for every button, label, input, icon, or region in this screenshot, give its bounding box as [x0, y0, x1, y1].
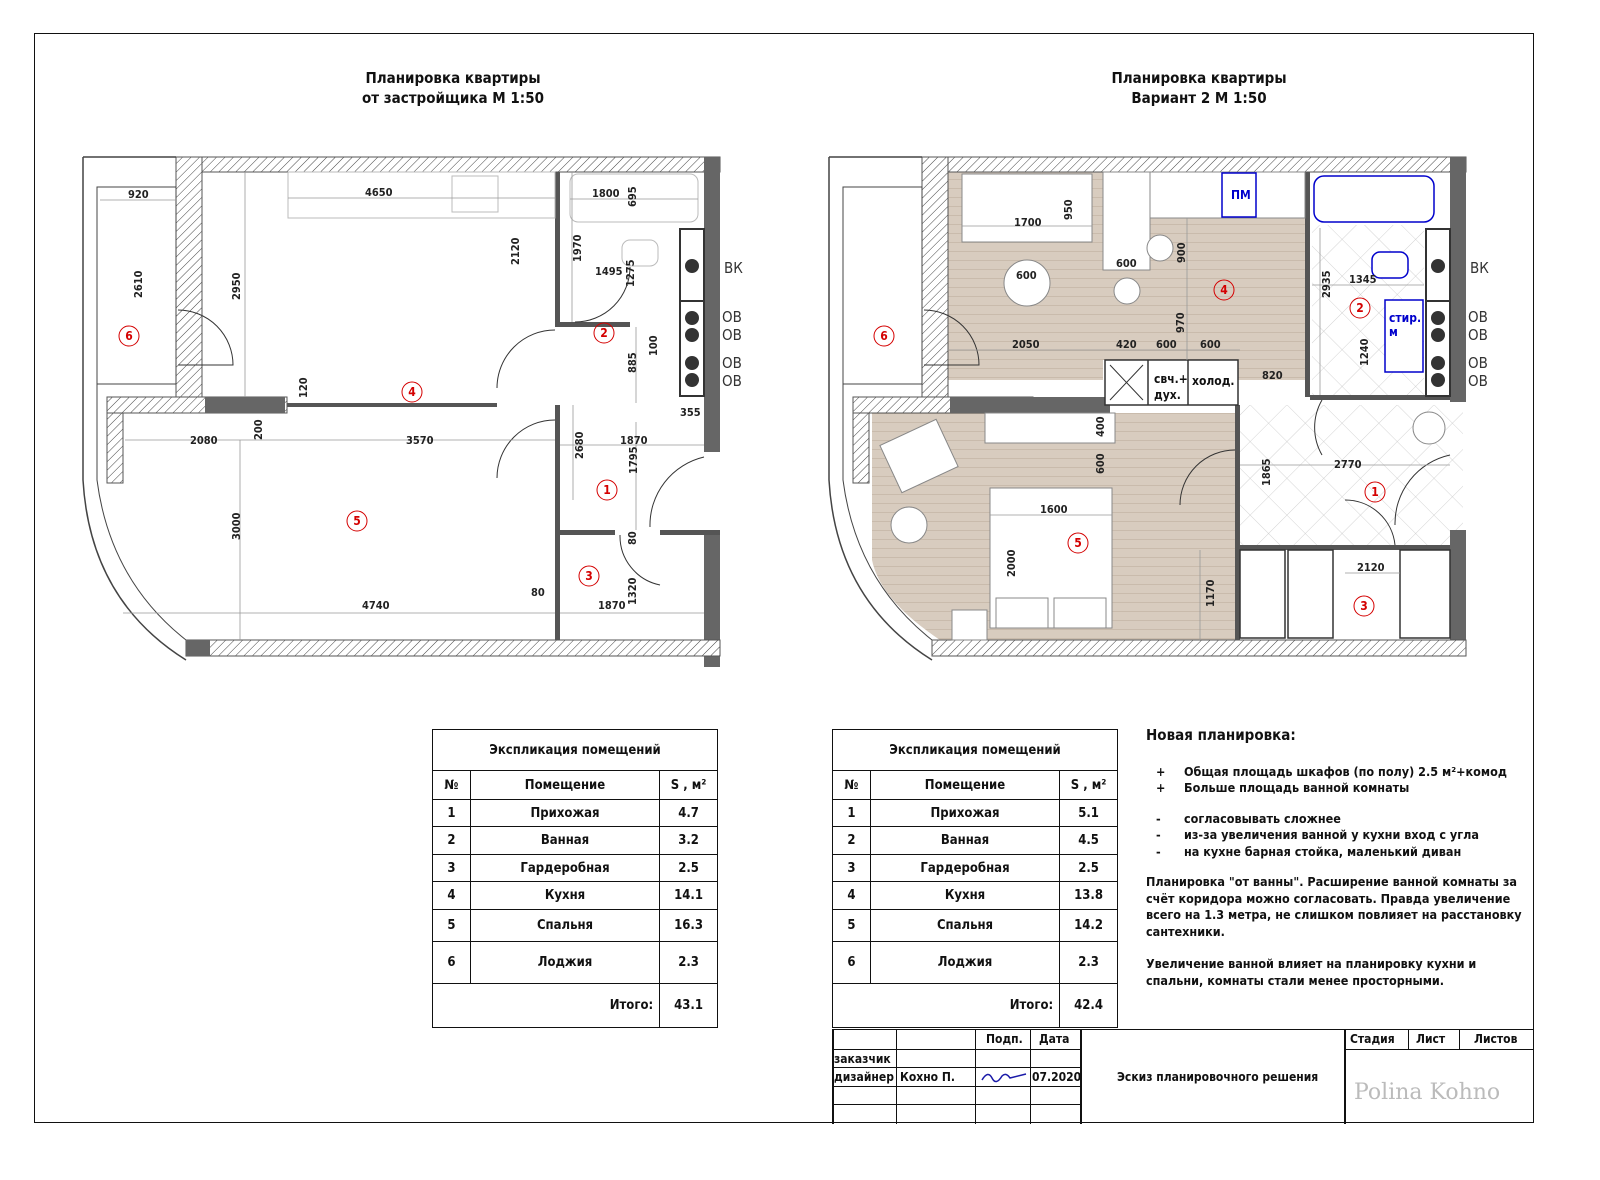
- dim-label: 600: [1016, 269, 1037, 282]
- riser-label: ОВ: [1468, 308, 1488, 326]
- left-shaft-ov-pipe-3: [685, 356, 699, 370]
- table-caption: Экспликация помещений: [433, 730, 718, 771]
- stamp-customer: заказчик: [834, 1052, 891, 1066]
- table-total-row: [433, 984, 718, 1028]
- table-row: [433, 942, 718, 984]
- dim-label: 1800: [592, 187, 620, 200]
- room-name: Гардеробная: [470, 855, 659, 882]
- minus-mark: -: [1156, 810, 1161, 826]
- room-name: Лоджия: [470, 942, 659, 984]
- room-no: 3: [433, 855, 471, 882]
- left-riser-labels: [722, 259, 743, 390]
- riser-label: ОВ: [722, 308, 742, 326]
- left-wall-loggia: [176, 157, 202, 397]
- room-area: 2.3: [660, 942, 718, 984]
- dim-label: 600: [1200, 338, 1221, 351]
- list-item: [1146, 811, 1526, 828]
- left-wall-top: [176, 157, 720, 172]
- room-name: Лоджия: [870, 942, 1059, 984]
- room-name: Спальня: [870, 910, 1059, 942]
- left-shaft-vk-pipe: [685, 259, 699, 273]
- room-no: 1: [433, 800, 471, 827]
- list-item: [1146, 844, 1526, 861]
- room-number: 5: [353, 514, 361, 528]
- dim-label: 1240: [1358, 338, 1371, 366]
- right-shaft-vk-pipe: [1431, 259, 1445, 273]
- dim-label: 900: [1175, 242, 1188, 263]
- col-room-header: Помещение: [470, 771, 659, 800]
- right-wall-loggia: [922, 157, 948, 397]
- plus-mark: +: [1156, 780, 1166, 795]
- dim-label: 1275: [624, 259, 637, 287]
- riser-label: ОВ: [1468, 372, 1488, 390]
- right-partition-bath: [1305, 172, 1310, 397]
- dim-label: 950: [1062, 199, 1075, 220]
- total-label: Итого:: [433, 984, 660, 1028]
- dim-label: 920: [128, 188, 149, 201]
- pro-text: Больше площадь ванной комнаты: [1184, 780, 1410, 795]
- right-wall-bottom: [932, 640, 1466, 656]
- room-number: 3: [585, 569, 593, 583]
- table-row: [833, 942, 1118, 984]
- dim-label: 100: [647, 335, 660, 356]
- dim-label: 1870: [620, 434, 648, 447]
- dishwasher-label: ПМ: [1231, 188, 1251, 202]
- dim-label: 420: [1116, 338, 1137, 351]
- stamp-designer: дизайнер: [834, 1070, 894, 1084]
- total-label: Итого:: [833, 984, 1060, 1028]
- room-number: 6: [880, 329, 888, 343]
- explication-table-right: [832, 729, 1118, 1028]
- room-no: 5: [833, 910, 871, 942]
- room-number: 2: [600, 326, 608, 340]
- dim-label: 80: [531, 586, 545, 599]
- explication-table-left: [432, 729, 718, 1028]
- dim-label: 200: [252, 419, 265, 440]
- list-item: [1146, 827, 1526, 844]
- right-wardrobe-3: [1400, 550, 1450, 638]
- dim-label: 600: [1116, 257, 1137, 270]
- dim-label: 695: [626, 186, 639, 207]
- total-area: 43.1: [660, 984, 718, 1028]
- cons-list: [1146, 811, 1526, 861]
- right-wardrobe-1: [1240, 550, 1285, 638]
- room-no: 4: [833, 882, 871, 910]
- left-title-line-2: от застройщика М 1:50: [362, 89, 544, 107]
- right-stool-1: [1147, 235, 1173, 261]
- left-stove: [452, 176, 498, 212]
- list-item: [1146, 780, 1526, 797]
- right-loggia-frame: [843, 187, 922, 384]
- left-partition-hall2: [555, 405, 560, 640]
- notes-paragraph-1: Планировка "от ванны". Расширение ванной комнаты за счёт коридора можно согласовать. Правда увеличение всего на 1.3 метра, не слишком повлияет на расстановку сантехники.: [1146, 874, 1522, 939]
- signature-icon: [980, 1068, 1030, 1086]
- dim-label: 1700: [1014, 216, 1042, 229]
- right-table: [1004, 260, 1050, 306]
- table-row: [433, 800, 718, 827]
- room-area: 16.3: [660, 910, 718, 942]
- left-bedroom-wall: [107, 413, 123, 483]
- stamp-podp: Подп.: [986, 1032, 1023, 1046]
- col-number-header: №: [433, 771, 471, 800]
- stamp-date-header: Дата: [1039, 1032, 1070, 1046]
- room-no: 6: [433, 942, 471, 984]
- dim-label: 2935: [1320, 270, 1333, 298]
- left-partition-bath: [560, 322, 630, 327]
- dim-label: 120: [297, 377, 310, 398]
- right-wall-right-lower: [1450, 530, 1466, 655]
- total-area: 42.4: [1060, 984, 1118, 1028]
- riser-label: ОВ: [1468, 354, 1488, 372]
- riser-label: ОВ: [722, 372, 742, 390]
- oven-label: дух.: [1154, 388, 1181, 402]
- left-shaft-ov-pipe-4: [685, 373, 699, 387]
- right-bed-pillow-1: [996, 598, 1048, 628]
- dim-label: 4740: [362, 599, 390, 612]
- stamp-doc-title: Эскиз планировочного решения: [1117, 1070, 1319, 1084]
- riser-label: ОВ: [1468, 326, 1488, 344]
- room-number: 2: [1356, 301, 1364, 315]
- room-area: 5.1: [1060, 800, 1118, 827]
- room-area: 14.1: [660, 882, 718, 910]
- room-area: 13.8: [1060, 882, 1118, 910]
- left-plan: [83, 157, 743, 667]
- dim-label: 1495: [595, 265, 623, 278]
- right-wall-top: [922, 157, 1466, 172]
- room-area: 3.2: [660, 827, 718, 855]
- dim-label: 2680: [573, 431, 586, 459]
- left-title-line-1: Планировка квартиры: [365, 69, 541, 87]
- table-row: [433, 910, 718, 942]
- room-name: Ванная: [470, 827, 659, 855]
- right-bathtub: [1314, 176, 1434, 222]
- microwave-label: свч.+: [1154, 372, 1188, 386]
- right-shaft-ov-pipe-4: [1431, 373, 1445, 387]
- left-partition-kitchen: [287, 403, 497, 407]
- right-riser-labels: [1468, 259, 1489, 390]
- watermark-logo: Polina Kohno: [1354, 1080, 1501, 1105]
- plus-mark: +: [1156, 763, 1166, 779]
- dim-label: 2080: [190, 434, 218, 447]
- notes-paragraph-2: Увеличение ванной влияет на планировку кухни и спальни, комнаты стали менее просторными.: [1146, 956, 1477, 988]
- right-hall-toilet: [1413, 412, 1445, 444]
- con-text: из-за увеличения ванной у кухни вход с угла: [1184, 827, 1479, 842]
- dim-label: 3000: [230, 512, 243, 540]
- right-nightstand: [952, 610, 987, 640]
- room-no: 1: [833, 800, 871, 827]
- dim-label: 80: [626, 531, 639, 545]
- room-area: 2.3: [1060, 942, 1118, 984]
- right-title-line-1: Планировка квартиры: [1111, 69, 1287, 87]
- dim-label: 2120: [509, 237, 522, 265]
- fridge-label: холод.: [1192, 374, 1235, 388]
- dim-label: 2950: [230, 272, 243, 300]
- col-area-header: S , м²: [1060, 771, 1118, 800]
- dim-label: 355: [680, 406, 701, 419]
- right-plan: [829, 157, 1489, 660]
- riser-label: ВК: [724, 259, 743, 277]
- minus-mark: -: [1156, 843, 1161, 859]
- dim-label: 2120: [1357, 561, 1385, 574]
- dim-label: 2610: [132, 270, 145, 298]
- riser-label: ОВ: [722, 354, 742, 372]
- table-row: [433, 855, 718, 882]
- dim-label: 2000: [1005, 549, 1018, 577]
- right-wardrobe-2: [1288, 550, 1333, 638]
- table-row: [833, 855, 1118, 882]
- dim-label: 1970: [571, 234, 584, 262]
- table-row: [433, 827, 718, 855]
- stamp-stage: Стадия: [1350, 1032, 1395, 1046]
- room-name: Спальня: [470, 910, 659, 942]
- room-no: 3: [833, 855, 871, 882]
- room-no: 5: [433, 910, 471, 942]
- room-name: Гардеробная: [870, 855, 1059, 882]
- room-area: 2.5: [1060, 855, 1118, 882]
- table-total-row: [833, 984, 1118, 1028]
- left-partition-closet2: [660, 530, 720, 535]
- left-shaft-ov-pipe-2: [685, 328, 699, 342]
- room-number: 1: [603, 483, 611, 497]
- left-wall-bottom: [186, 640, 720, 656]
- stamp-designer-name: Кохно П.: [900, 1070, 955, 1084]
- dim-label: 4650: [365, 186, 393, 199]
- table-caption: Экспликация помещений: [833, 730, 1118, 771]
- dim-label: 600: [1156, 338, 1177, 351]
- left-wall-right: [704, 157, 720, 452]
- layout-notes: [1146, 727, 1526, 1005]
- dim-label: 820: [1262, 369, 1283, 382]
- dim-label: 1870: [598, 599, 626, 612]
- room-no: 2: [833, 827, 871, 855]
- col-number-header: №: [833, 771, 871, 800]
- left-shaft-ov-pipe-1: [685, 311, 699, 325]
- right-shaft-ov-pipe-2: [1431, 328, 1445, 342]
- dim-label: 1345: [1349, 273, 1377, 286]
- room-area: 14.2: [1060, 910, 1118, 942]
- table-row: [833, 827, 1118, 855]
- con-text: согласовывать сложнее: [1184, 810, 1341, 826]
- room-name: Прихожая: [870, 800, 1059, 827]
- dim-label: 600: [1094, 453, 1107, 474]
- notes-heading: Новая планировка:: [1146, 726, 1296, 744]
- right-shaft-ov-pipe-1: [1431, 311, 1445, 325]
- right-bedroom-wall: [853, 413, 869, 483]
- table-row: [833, 910, 1118, 942]
- stamp-date: 07.2020: [1032, 1070, 1082, 1084]
- left-partition-hall: [555, 172, 560, 327]
- room-no: 6: [833, 942, 871, 984]
- right-wall-mid-dark: [950, 397, 1110, 413]
- washer-label: стир.: [1389, 311, 1422, 325]
- right-bar-counter: [1103, 172, 1150, 270]
- dim-label: 970: [1174, 312, 1187, 333]
- minus-mark: -: [1156, 827, 1161, 842]
- table-row: [433, 882, 718, 910]
- room-no: 4: [433, 882, 471, 910]
- room-area: 4.5: [1060, 827, 1118, 855]
- left-kitchen-counter: [288, 172, 555, 218]
- dim-label: 1170: [1204, 579, 1217, 607]
- dim-label: 400: [1094, 416, 1107, 437]
- room-name: Кухня: [470, 882, 659, 910]
- riser-label: ВК: [1470, 259, 1489, 277]
- room-number: 1: [1371, 485, 1379, 499]
- pros-list: [1146, 764, 1526, 797]
- dim-label: 3570: [406, 434, 434, 447]
- riser-label: ОВ: [722, 326, 742, 344]
- room-name: Ванная: [870, 827, 1059, 855]
- col-area-header: S , м²: [660, 771, 718, 800]
- dim-label: 2770: [1334, 458, 1362, 471]
- dim-label: 1795: [627, 446, 640, 474]
- left-wall-bottom-block: [186, 640, 210, 656]
- room-name: Кухня: [870, 882, 1059, 910]
- room-no: 2: [433, 827, 471, 855]
- left-door-kitchen: [497, 330, 555, 388]
- con-text: на кухне барная стойка, маленький диван: [1184, 843, 1462, 859]
- right-wall-right: [1450, 157, 1466, 402]
- left-door-entry: [650, 457, 704, 527]
- dim-label: 1320: [626, 577, 639, 605]
- left-door-bedroom: [497, 420, 555, 478]
- col-room-header: Помещение: [870, 771, 1059, 800]
- stamp-sheet: Лист: [1416, 1032, 1446, 1046]
- dim-label: 1865: [1260, 458, 1273, 486]
- stamp-sheets: Листов: [1474, 1032, 1518, 1046]
- right-side-table: [891, 507, 927, 543]
- right-bed-pillow-2: [1054, 598, 1106, 628]
- room-number: 6: [125, 329, 133, 343]
- room-number: 3: [1360, 599, 1368, 613]
- washer-label-2: м: [1389, 325, 1398, 339]
- table-row: [833, 882, 1118, 910]
- room-number: 4: [408, 385, 416, 399]
- table-row: [833, 800, 1118, 827]
- dim-label: 885: [626, 352, 639, 373]
- pro-text: Общая площадь шкафов (по полу) 2.5 м²+комод: [1184, 763, 1507, 779]
- room-area: 2.5: [660, 855, 718, 882]
- right-toilet: [1372, 252, 1408, 278]
- room-number: 4: [1220, 283, 1228, 297]
- right-stool-2: [1114, 278, 1140, 304]
- dim-label: 1600: [1040, 503, 1068, 516]
- title-block: [832, 1029, 1534, 1124]
- right-shaft-ov-pipe-3: [1431, 356, 1445, 370]
- right-title-line-2: Вариант 2 М 1:50: [1131, 89, 1267, 107]
- room-name: Прихожая: [470, 800, 659, 827]
- dim-label: 2050: [1012, 338, 1040, 351]
- room-area: 4.7: [660, 800, 718, 827]
- room-number: 5: [1074, 536, 1082, 550]
- left-partition-closet: [560, 530, 615, 535]
- left-wall-mid-dark: [205, 397, 285, 413]
- list-item: [1146, 764, 1526, 781]
